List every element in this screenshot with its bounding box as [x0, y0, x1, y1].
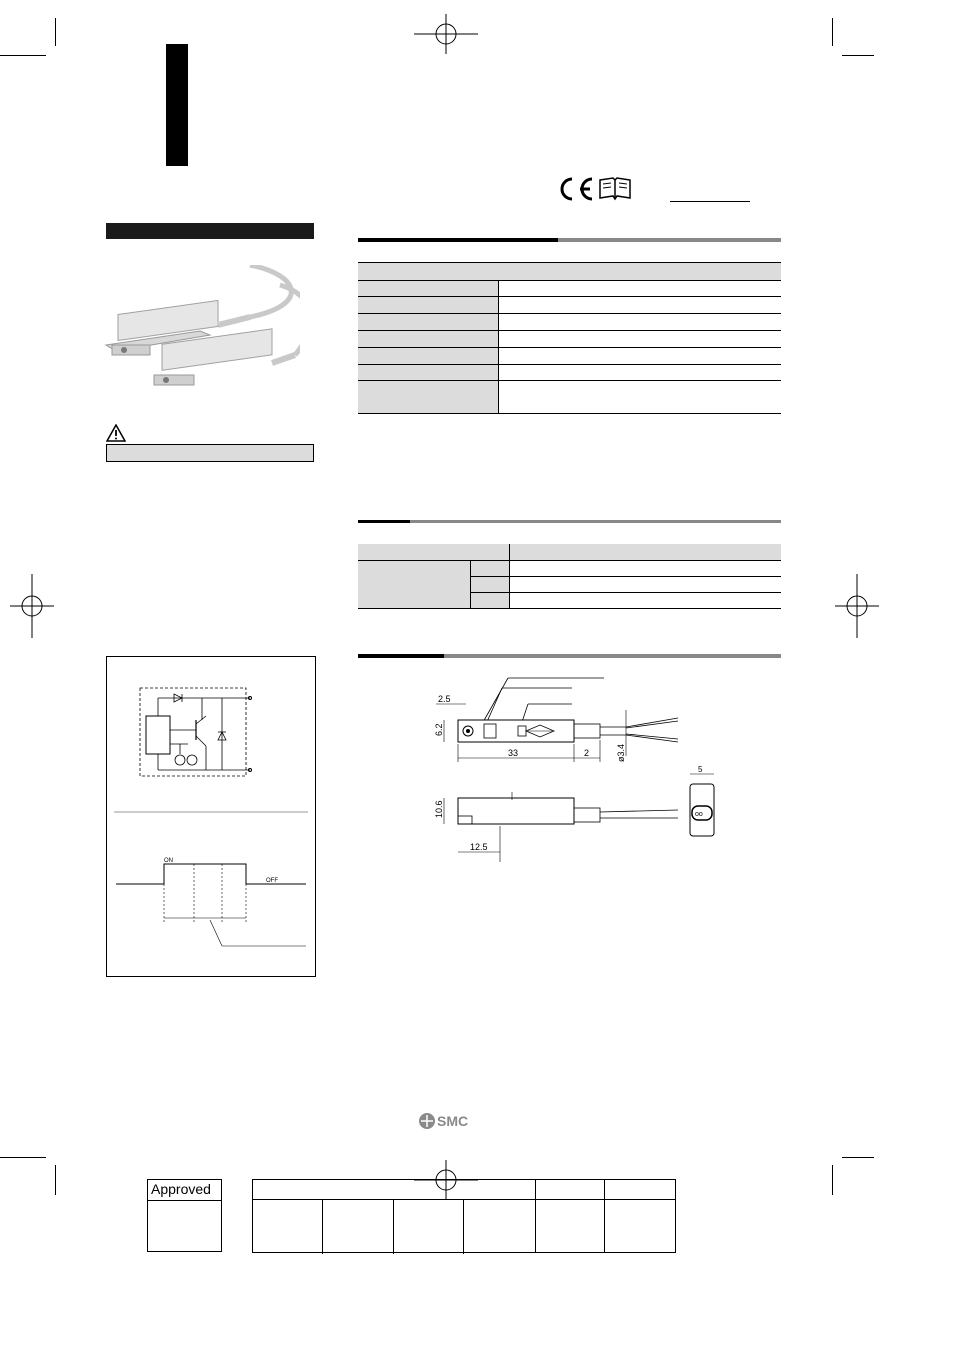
- section-rule-specs-gray: [558, 238, 781, 242]
- dim-2-5: 2.5: [438, 694, 451, 704]
- dim-dia-3-4: ø3.4: [616, 743, 626, 762]
- registration-mark-left: [10, 574, 54, 638]
- dim-12-5: 12.5: [470, 842, 488, 852]
- warning-box: [106, 444, 314, 462]
- registration-mark-right: [835, 574, 879, 638]
- section-rule-cable-gray: [410, 520, 781, 523]
- dim-6-2: 6.2: [434, 723, 444, 736]
- product-photo: [100, 265, 300, 405]
- crop-mark: [55, 18, 56, 46]
- left-header-bar: [106, 223, 314, 239]
- crop-mark: [0, 55, 46, 56]
- section-rule-dimensions-gray: [444, 654, 781, 658]
- off-label: OFF: [266, 878, 278, 884]
- dimension-drawing: [430, 666, 730, 876]
- dim-2: 2: [584, 748, 590, 758]
- section-tab: [166, 44, 188, 166]
- crop-mark: [842, 1157, 874, 1158]
- timing-diagram: [110, 850, 310, 960]
- manual-book-icon: [598, 176, 632, 202]
- section-rule-specs: [358, 238, 558, 242]
- crop-mark: [0, 1157, 46, 1158]
- dim-33: 33: [508, 748, 519, 758]
- approved-label: Approved: [148, 1180, 221, 1201]
- warning-triangle-icon: [106, 424, 126, 442]
- svg-text:oo: oo: [695, 811, 703, 818]
- crop-mark: [832, 18, 833, 46]
- crop-mark: [832, 1165, 833, 1195]
- signature-table: [252, 1179, 676, 1253]
- cable-table: [358, 544, 781, 609]
- circuit-divider: [114, 811, 308, 813]
- title-underline: [670, 201, 750, 202]
- svg-text:SMC: SMC: [437, 1113, 469, 1129]
- spec-table: [358, 262, 781, 414]
- circuit-diagram: [110, 684, 270, 784]
- crop-mark: [55, 1165, 56, 1195]
- section-rule-dimensions: [358, 654, 444, 658]
- smc-logo-icon: [418, 1111, 474, 1131]
- section-rule-cable: [358, 520, 410, 523]
- crop-mark: [842, 55, 874, 56]
- on-label: ON: [164, 858, 173, 864]
- registration-mark-top: [414, 14, 478, 54]
- dim-5: 5: [698, 765, 703, 774]
- ce-mark-icon: [556, 176, 596, 202]
- dim-10-6: 10.6: [434, 800, 444, 818]
- approved-box: [147, 1179, 222, 1252]
